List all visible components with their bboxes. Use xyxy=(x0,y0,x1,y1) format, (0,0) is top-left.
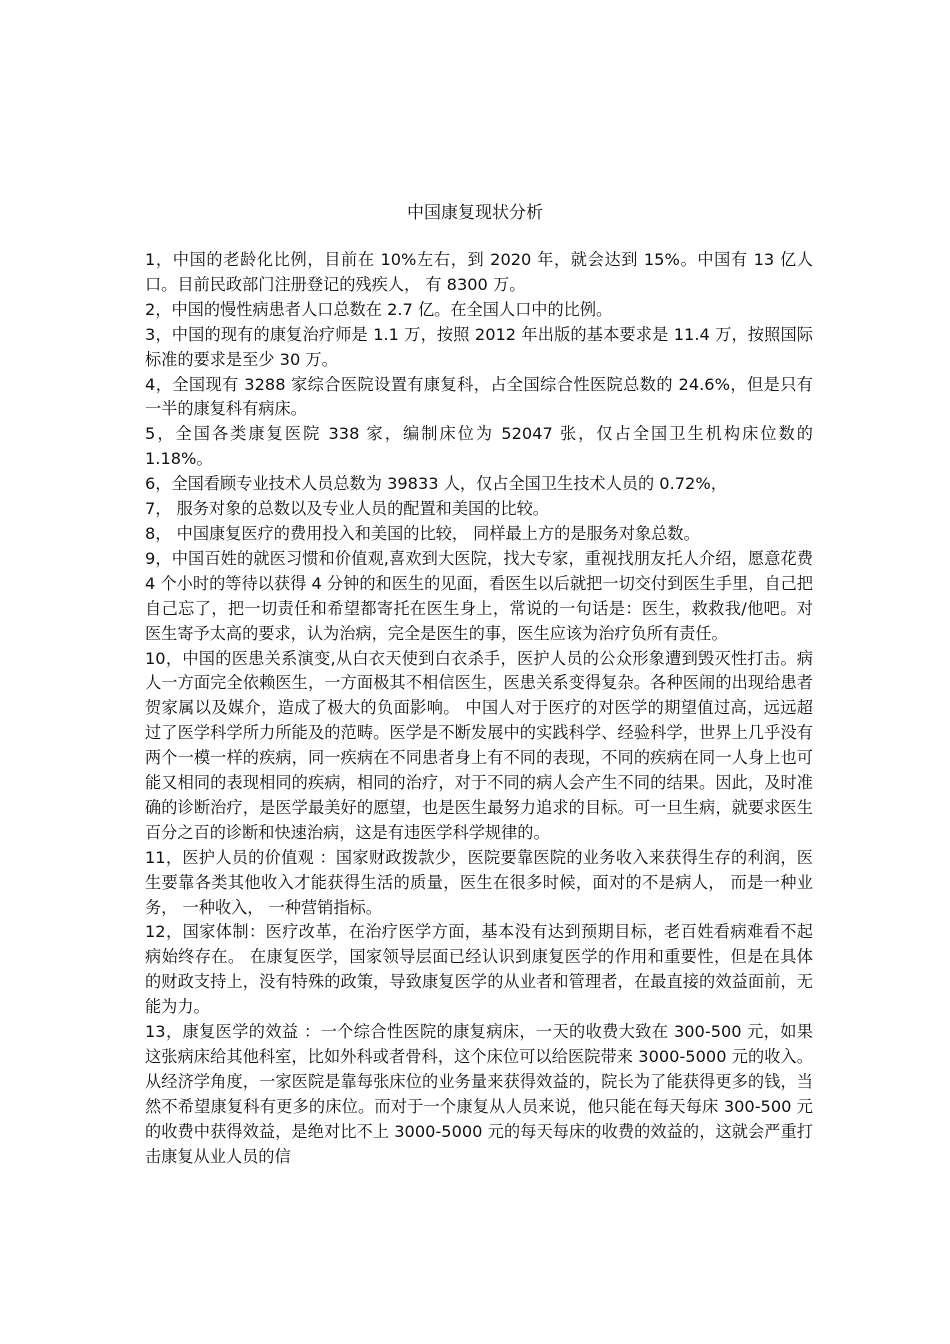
paragraph: 6，全国看顾专业技术人员总数为 39833 人，仅占全国卫生技术人员的 0.72%， xyxy=(145,474,727,494)
document-body xyxy=(145,248,813,1170)
paragraph: 12，国家体制：医疗改革，在治疗医学方面，基本没有达到预期目标，老百姓看病难看不起病始终存在。 在康复医学，国家领导层面已经认识到康复医学的作用和重要性，但是在具体的财政支持上，没有特殊的政策，导致康复医学的从业者和管理者，在最直接的效益面前，无能为力。 xyxy=(145,922,813,1017)
paragraph: 2，中国的慢性病患者人口总数在 2.7 亿。在全国人口中的比例。 xyxy=(145,299,613,319)
paragraph: 8， 中国康复医疗的费用投入和美国的比较， 同样最上方的是服务对象总数。 xyxy=(145,523,700,543)
paragraph: 7， 服务对象的总数以及专业人员的配置和美国的比较。 xyxy=(145,499,549,519)
paragraph: 11，医护人员的价值观 ：国家财政拨款少，医院要靠医院的业务收入来获得生存的利润，医生要靠各类其他收入才能获得生活的质量，医生在很多时候，面对的不是病人， 而是一种业务， 一种收入， 一种营销指标。 xyxy=(145,847,813,917)
paragraph: 9，中国百姓的就医习惯和价值观,喜欢到大医院，找大专家，重视找朋友托人介绍，愿意花费 4 个小时的等待以获得 4 分钟的和医生的见面，看医生以后就把一切交付到医生手里，自己把自己忘了，把一切责任和希望都寄托在医生身上，常说的一句话是：医生，救救我/他吧。对医生寄予太高的要求，认为治病，完全是医生的事，医生应该为治疗负所有责任。 xyxy=(145,548,813,643)
document-title: 中国康复现状分析 xyxy=(407,203,543,223)
paragraph: 10，中国的医患关系演变,从白衣天使到白衣杀手，医护人员的公众形象遭到毁灭性打击。病人一方面完全依赖医生，一方面极其不相信医生，医患关系变得复杂。各种医闹的出现给患者贺家属以及媒介，造成了极大的负面影响。 中国人对于医疗的对医学的期望值过高，远远超过了医学科学所力所能及的范畴。医学是不断发展中的实践科学、经验科学，世界上几乎没有两个一模一样的疾病，同一疾病在不同患者身上有不同的表现，不同的疾病在同一人身上也可能又相同的表现相同的疾病，相同的治疗，对于不同的病人会产生不同的结果。因此，及时准确的诊断治疗，是医学最美好的愿望，也是医生最努力追求的目标。可一旦生病，就要求医生百分之百的诊断和快速治病，这是有违医学科学规律的。 xyxy=(145,648,813,842)
paragraph: 13，康复医学的效益 ：一个综合性医院的康复病床，一天的收费大致在 300-500 元，如果这张病床给其他科室，比如外科或者骨科，这个床位可以给医院带来 3000-5000 元的收入。从经济学角度，一家医院是靠每张床位的业务量来获得效益的，院长为了能获得更多的钱，当然不希望康复科有更多的床位。而对于一个康复从人员来说，他只能在每天每床 300-500 元的收费中获得效益，是绝对比不上 3000-5000 元的每天每床的收费的效益的，这就会严重打击康复从业人员的信 xyxy=(145,1022,813,1166)
paragraph: 3，中国的现有的康复治疗师是 1.1 万，按照 2012 年出版的基本要求是 11.4 万，按照国际标准的要求是至少 30 万。 xyxy=(145,324,813,369)
paragraph: 5，全国各类康复医院 338 家，编制床位为 52047 张，仅占全国卫生机构床位数的 1.18%。 xyxy=(145,424,813,469)
paragraph: 1，中国的老龄化比例，目前在 10%左右，到 2020 年，就会达到 15%。中国有 13 亿人口。目前民政部门注册登记的残疾人， 有 8300 万。 xyxy=(145,250,813,294)
paragraph: 4，全国现有 3288 家综合医院设置有康复科，占全国综合性医院总数的 24.6%，但是只有一半的康复科有病床。 xyxy=(145,374,813,419)
